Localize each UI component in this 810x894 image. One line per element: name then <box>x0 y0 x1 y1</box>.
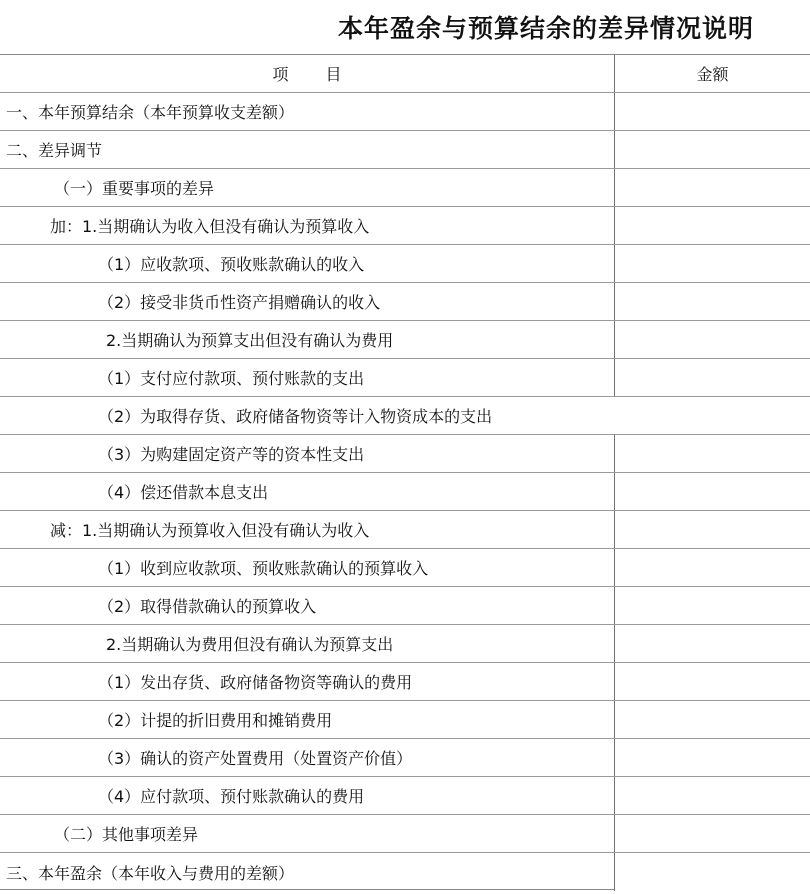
amount-cell[interactable] <box>614 511 810 548</box>
table-header-row <box>0 55 810 93</box>
table-row <box>0 321 810 359</box>
table-row <box>0 701 810 739</box>
amount-cell[interactable] <box>614 207 810 244</box>
row-label: （1）应收款项、预收账款确认的收入 <box>98 255 365 274</box>
table-row <box>0 207 810 245</box>
table-row <box>0 663 810 701</box>
table-row <box>0 473 810 511</box>
table-row <box>0 625 810 663</box>
amount-cell[interactable] <box>614 473 810 510</box>
table-row <box>0 93 810 131</box>
table-row <box>0 283 810 321</box>
amount-cell[interactable] <box>614 853 810 891</box>
table-row <box>0 397 810 435</box>
header-item: 项 目 <box>272 65 358 84</box>
amount-cell[interactable] <box>614 701 810 738</box>
row-label: （1）发出存货、政府储备物资等确认的费用 <box>98 673 413 692</box>
row-label: （2）取得借款确认的预算收入 <box>98 597 317 616</box>
amount-cell[interactable] <box>614 777 810 814</box>
variance-table <box>0 54 810 890</box>
table-row <box>0 739 810 777</box>
amount-cell[interactable] <box>614 625 810 662</box>
row-label: 减：1.当期确认为预算收入但没有确认为收入 <box>50 521 370 540</box>
row-label: （4）偿还借款本息支出 <box>98 483 269 502</box>
amount-cell[interactable] <box>614 321 810 358</box>
row-label: （2）为取得存货、政府储备物资等计入物资成本的支出 <box>98 407 493 426</box>
amount-cell[interactable] <box>614 815 810 852</box>
row-label: 2.当期确认为预算支出但没有确认为费用 <box>106 331 394 350</box>
amount-cell[interactable] <box>614 169 810 206</box>
report-title: 本年盈余与预算结余的差异情况说明 <box>337 14 754 43</box>
row-label: （2）计提的折旧费用和摊销费用 <box>98 711 333 730</box>
row-label: （3）确认的资产处置费用（处置资产价值） <box>98 749 413 768</box>
table-row <box>0 777 810 815</box>
row-label: （4）应付款项、预付账款确认的费用 <box>98 787 365 806</box>
table-row <box>0 549 810 587</box>
amount-cell[interactable] <box>614 663 810 700</box>
amount-cell[interactable] <box>614 359 810 396</box>
row-label: （2）接受非货币性资产捐赠确认的收入 <box>98 293 381 312</box>
amount-cell[interactable] <box>614 549 810 586</box>
amount-cell[interactable] <box>614 435 810 472</box>
amount-cell[interactable] <box>614 283 810 320</box>
header-amount: 金额 <box>614 55 810 92</box>
row-label: （二）其他事项差异 <box>54 825 199 844</box>
amount-cell[interactable] <box>614 245 810 282</box>
table-row <box>0 245 810 283</box>
amount-cell[interactable] <box>614 587 810 624</box>
amount-cell[interactable] <box>614 131 810 168</box>
row-label: （3）为购建固定资产等的资本性支出 <box>98 445 365 464</box>
table-row <box>0 815 810 853</box>
row-label: （一）重要事项的差异 <box>54 179 215 198</box>
amount-cell[interactable] <box>614 93 810 130</box>
row-label: 2.当期确认为费用但没有确认为预算支出 <box>106 635 394 654</box>
row-label: 三、本年盈余（本年收入与费用的差额） <box>6 863 295 883</box>
table-row <box>0 587 810 625</box>
row-label: 一、本年预算结余（本年预算收支差额） <box>6 103 295 122</box>
row-label: 加：1.当期确认为收入但没有确认为预算收入 <box>50 217 370 236</box>
table-row <box>0 435 810 473</box>
amount-cell[interactable] <box>614 739 810 776</box>
table-row <box>0 169 810 207</box>
row-label: （1）收到应收款项、预收账款确认的预算收入 <box>98 559 429 578</box>
table-row <box>0 511 810 549</box>
row-label: （1）支付应付款项、预付账款的支出 <box>98 369 365 388</box>
table-row <box>0 359 810 397</box>
row-label: 二、差异调节 <box>6 141 103 160</box>
table-row <box>0 853 810 891</box>
table-row <box>0 131 810 169</box>
